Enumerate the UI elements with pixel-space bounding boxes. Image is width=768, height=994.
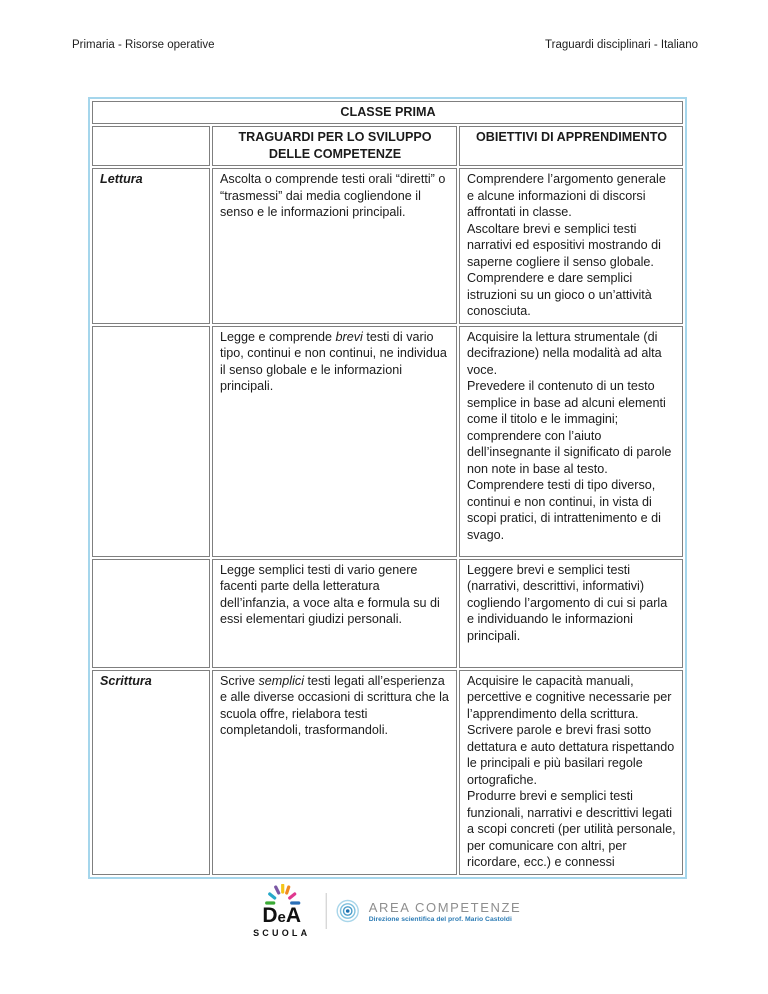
row-label-empty <box>92 559 210 668</box>
table-row <box>92 670 683 875</box>
obiettivi-cell: Acquisire le capacità manuali, percettive e cognitive necessarie per l’apprendimento della scrittura. Scrivere parole e brevi frasi sotto dettatura e auto dettatura rispettando le principali e più basilari regole ortografiche. Produrre brevi e semplici testi funzionali, narrativi e descrittivi legati a scopi concreti (per utilità personale, per comunicare con altri, per ricordare, ecc.) e connessi <box>459 670 683 875</box>
page-header-right: Traguardi disciplinari - Italiano <box>545 39 698 51</box>
page-header-left: Primaria - Risorse operative <box>72 39 215 51</box>
row-label-empty <box>92 326 210 557</box>
obiettivi-cell: Acquisire la lettura strumentale (di decifrazione) nella modalità ad alta voce. Prevedere il contenuto di un testo semplice in base ad alcuni elementi come il titolo e le immagini; comprendere con l’aiuto dell’insegnante il significato di parole non note in base al testo. Comprendere testi di tipo diverso, continui e non continui, in vista di scopi pratici, di intrattenimento e di svago. <box>459 326 683 557</box>
dea-scuola-label: SCUOLA <box>253 928 311 938</box>
area-competenze-subtitle: Direzione scientifica del prof. Mario Castoldi <box>368 915 512 923</box>
table-header-row <box>92 126 683 166</box>
dea-wordmark: DeA <box>262 904 302 927</box>
dea-scuola-logo <box>247 884 317 938</box>
area-competenze-title: AREA COMPETENZE <box>368 899 522 915</box>
ripple-icon <box>336 899 360 923</box>
table-title-row <box>92 101 683 124</box>
dea-rays-icon <box>258 884 306 906</box>
table-row <box>92 168 683 323</box>
table-title: CLASSE PRIMA <box>92 101 683 124</box>
table-row <box>92 559 683 668</box>
area-competenze-block <box>369 900 522 923</box>
footer-logo <box>247 884 522 938</box>
header-traguardi: TRAGUARDI PER LO SVILUPPO DELLE COMPETENZE <box>212 126 457 166</box>
traguardi-cell: Legge e comprende brevi testi di vario tipo, continui e non continui, ne individua il senso globale e le informazioni principali. <box>212 326 457 557</box>
table-row <box>92 326 683 557</box>
traguardi-table <box>88 97 687 879</box>
header-empty-cell <box>92 126 210 166</box>
traguardi-cell: Scrive semplici testi legati all’esperienza e alle diverse occasioni di scrittura che la scuola offre, rielabora testi completandoli, trasformandoli. <box>212 670 457 875</box>
row-label-scrittura: Scrittura <box>92 670 210 875</box>
logo-divider <box>326 893 327 929</box>
traguardi-cell: Ascolta o comprende testi orali “diretti” o “trasmessi” dai media cogliendone il senso e le informazioni principali. <box>212 168 457 323</box>
obiettivi-cell: Leggere brevi e semplici testi (narrativi, descrittivi, informativi) cogliendo l’argomento di cui si parla e individuando le informazioni principali. <box>459 559 683 668</box>
obiettivi-cell: Comprendere l’argomento generale e alcune informazioni di discorsi affrontati in classe. Ascoltare brevi e semplici testi narrativi ed espositivi mostrando di saperne cogliere il senso globale. Comprendere e dare semplici istruzioni su un gioco o un’attività conosciuta. <box>459 168 683 323</box>
traguardi-cell: Legge semplici testi di vario genere facenti parte della letteratura dell’infanzia, a voce alta e formula su di essi elementari giudizi personali. <box>212 559 457 668</box>
row-label-lettura: Lettura <box>92 168 210 323</box>
header-obiettivi: OBIETTIVI DI APPRENDIMENTO <box>459 126 683 166</box>
